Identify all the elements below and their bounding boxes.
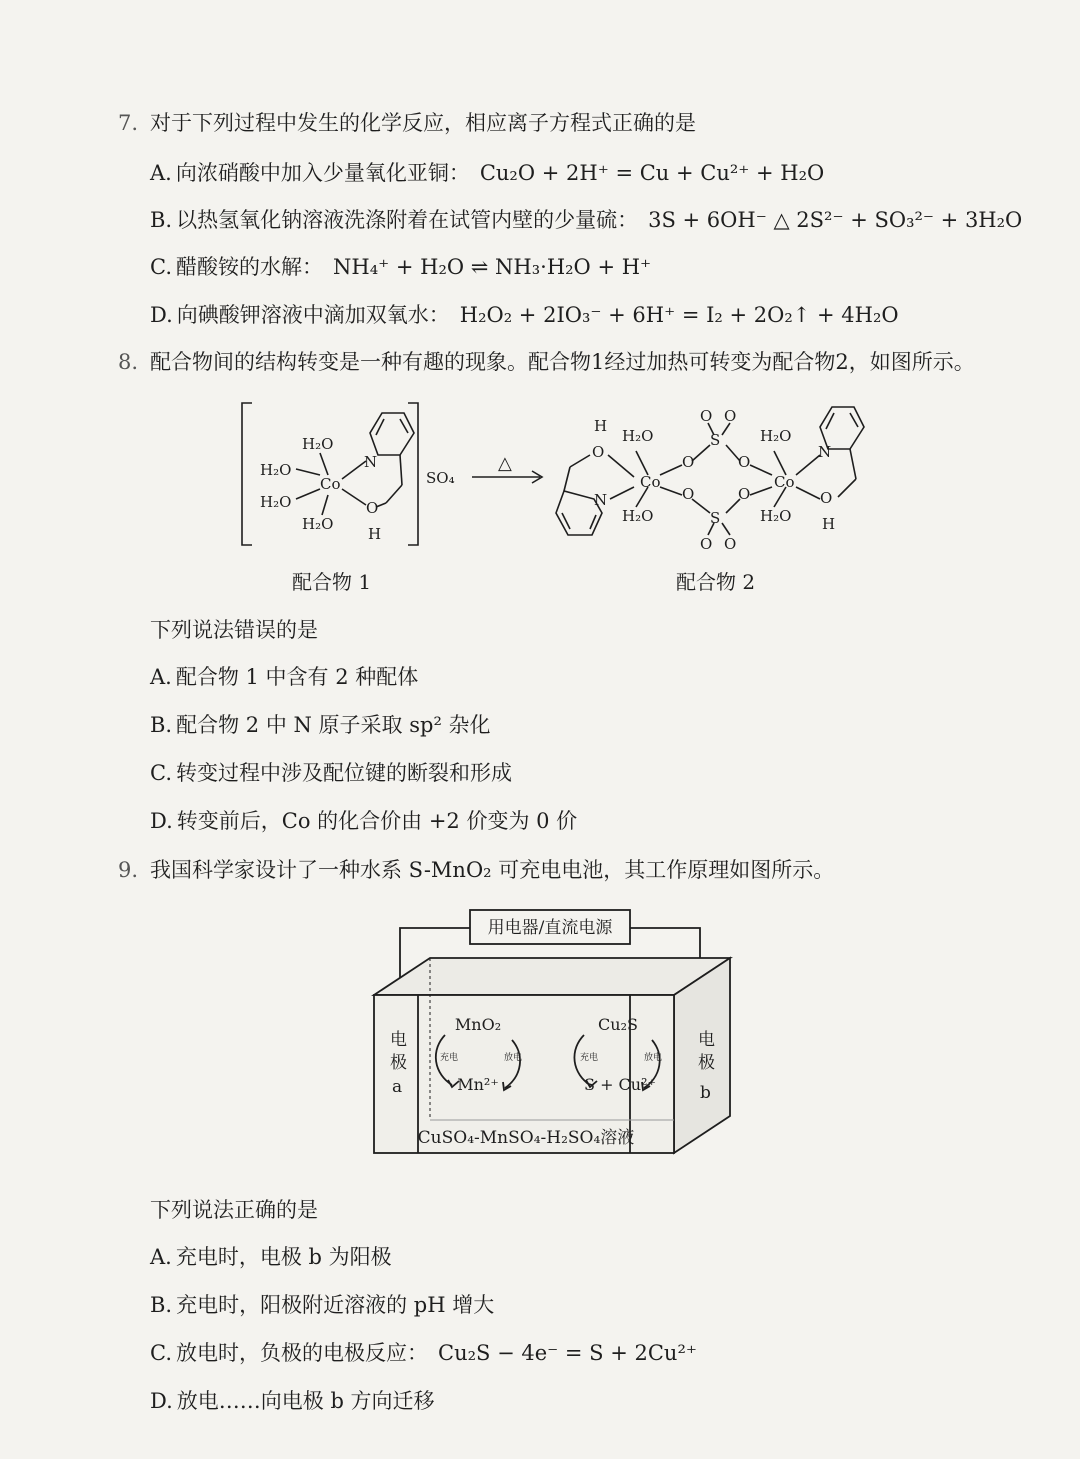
q7-stem-text: 对于下列过程中发生的化学反应，相应离子方程式正确的是 (150, 111, 696, 135)
q8-number: 8. (118, 350, 139, 374)
q9-option-a-text: 充电时，电极 b 为阳极 (175, 1245, 392, 1269)
q9-stem-text: 我国科学家设计了一种水系 S-MnO₂ 可充电电池，其工作原理如图所示。 (150, 858, 835, 882)
q7-number: 7. (118, 111, 139, 135)
n-label: N (818, 443, 832, 461)
h2o-label: H₂O (760, 427, 792, 445)
q9-option-c-label: C. (150, 1341, 172, 1365)
left-charge-label: 充电 (440, 1053, 459, 1063)
q7-option-c-text: 醋酸铵的水解： (176, 255, 323, 279)
s-label: S (710, 509, 721, 527)
co-label: Co (774, 473, 795, 491)
sulfate-label: SO₄ (426, 469, 455, 487)
power-source-label: 用电器/直流电源 (487, 918, 613, 938)
o-label: O (700, 407, 713, 425)
q7-option-c-equation: NH₄⁺ + H₂O ⇌ NH₃·H₂O + H⁺ (333, 255, 652, 279)
q7-option-a-text: 向浓硝酸中加入少量氧化亚铜： (175, 161, 470, 185)
q7-option-b-text: 以热氢氧化钠溶液洗涤附着在试管内壁的少量硫： (176, 208, 639, 232)
q8-option-d-label: D. (150, 809, 173, 833)
q7-option-a-equation: Cu₂O + 2H⁺ = Cu + Cu²⁺ + H₂O (479, 161, 825, 185)
battery-diagram (360, 900, 750, 1170)
q8-option-c-label: C. (150, 761, 172, 785)
o-label: O (738, 485, 751, 503)
q8-option-a (150, 662, 418, 692)
q9-option-c (150, 1338, 697, 1368)
o-label: O (592, 443, 605, 461)
q9-option-a-label: A. (150, 1245, 172, 1269)
q9-option-b-text: 充电时，阳极附近溶液的 pH 增大 (176, 1293, 495, 1317)
q8-option-d (150, 806, 577, 836)
o-label: O (724, 407, 737, 425)
h2o-label: H₂O (302, 515, 334, 533)
complex2-caption: 配合物 2 (676, 570, 756, 594)
q7-option-b-label: B. (150, 208, 173, 232)
q8-option-a-label: A. (150, 665, 172, 689)
o-label: O (682, 453, 695, 471)
right-discharge-label: 放电 (644, 1053, 663, 1063)
q9-sub-stem: 下列说法正确的是 (150, 1198, 318, 1222)
electrode-a-char-1: 电 (390, 1030, 407, 1050)
cu2s-label: Cu₂S (598, 1015, 638, 1034)
o-label: O (682, 485, 695, 503)
q9-stem (118, 855, 834, 885)
s-cu2-label: S + Cu²⁺ (584, 1075, 656, 1094)
mn2-label: Mn²⁺ (457, 1075, 499, 1094)
heat-symbol: △ (498, 453, 512, 474)
q9-option-b (150, 1290, 494, 1320)
h-label: H (822, 515, 836, 533)
electrode-a-char-2: 极 (390, 1053, 407, 1073)
q7-option-a-label: A. (150, 161, 172, 185)
q7-option-a (150, 158, 824, 188)
left-discharge-label: 放电 (504, 1053, 523, 1063)
h2o-label: H₂O (302, 435, 334, 453)
q8-option-b-text: 配合物 2 中 N 原子采取 sp² 杂化 (176, 713, 491, 737)
electrode-b-char-2: 极 (698, 1053, 715, 1073)
q8-stem (118, 347, 975, 377)
q7-option-c (150, 252, 651, 282)
n-label: N (594, 491, 608, 509)
q9-option-c-text: 放电时，负极的电极反应： (176, 1341, 428, 1365)
q7-option-d-text: 向碘酸钾溶液中滴加双氧水： (176, 303, 450, 327)
co-label: Co (640, 473, 661, 491)
electrode-b-char-1: 电 (698, 1030, 715, 1050)
s-label: S (710, 431, 721, 449)
q9-option-b-label: B. (150, 1293, 173, 1317)
o-label: O (700, 535, 713, 553)
q7-option-b (150, 205, 1022, 235)
h2o-label: H₂O (260, 461, 292, 479)
q7-option-b-equation: 3S + 6OH⁻ △ 2S²⁻ + SO₃²⁻ + 3H₂O (648, 208, 1023, 232)
q8-option-c-text: 转变过程中涉及配位键的断裂和形成 (176, 761, 512, 785)
q7-option-d (150, 300, 899, 330)
o-label: O (724, 535, 737, 553)
q9-option-a (150, 1242, 392, 1272)
o-label: O (820, 489, 833, 507)
mno2-label: MnO₂ (454, 1015, 502, 1034)
q8-option-b (150, 710, 491, 740)
n-label: N (364, 453, 378, 471)
q7-option-d-equation: H₂O₂ + 2IO₃⁻ + 6H⁺ = I₂ + 2O₂↑ + 4H₂O (459, 303, 899, 327)
q7-option-d-label: D. (150, 303, 173, 327)
q8-sub-stem: 下列说法错误的是 (150, 618, 318, 642)
q9-option-d (150, 1386, 435, 1416)
q8-stem-text: 配合物间的结构转变是一种有趣的现象。配合物1经过加热可转变为配合物2，如图所示。 (150, 350, 975, 374)
complex-structures-figure (230, 395, 890, 565)
h-label: H (368, 525, 382, 543)
complex1-caption: 配合物 1 (292, 570, 372, 594)
h2o-label: H₂O (622, 507, 654, 525)
o-label: O (366, 499, 379, 517)
o-label: O (738, 453, 751, 471)
q7-option-c-label: C. (150, 255, 172, 279)
q7-stem (118, 108, 696, 138)
h2o-label: H₂O (260, 493, 292, 511)
electrode-a-char-3: a (392, 1077, 403, 1097)
q8-option-d-text: 转变前后，Co 的化合价由 +2 价变为 0 价 (176, 809, 578, 833)
q9-option-d-text: 放电……向电极 b 方向迁移 (176, 1389, 435, 1413)
q9-option-c-equation: Cu₂S − 4e⁻ = S + 2Cu²⁺ (438, 1341, 697, 1365)
electrode-b-char-3: b (700, 1083, 711, 1103)
q8-option-c (150, 758, 512, 788)
q8-option-a-text: 配合物 1 中含有 2 种配体 (175, 665, 419, 689)
h2o-label: H₂O (622, 427, 654, 445)
q9-option-d-label: D. (150, 1389, 173, 1413)
q9-number: 9. (118, 858, 139, 882)
right-charge-label: 充电 (580, 1053, 599, 1063)
h-label: H (594, 417, 608, 435)
q8-option-b-label: B. (150, 713, 173, 737)
co-label: Co (320, 475, 341, 493)
h2o-label: H₂O (760, 507, 792, 525)
solution-label: CuSO₄-MnSO₄-H₂SO₄溶液 (417, 1128, 635, 1148)
